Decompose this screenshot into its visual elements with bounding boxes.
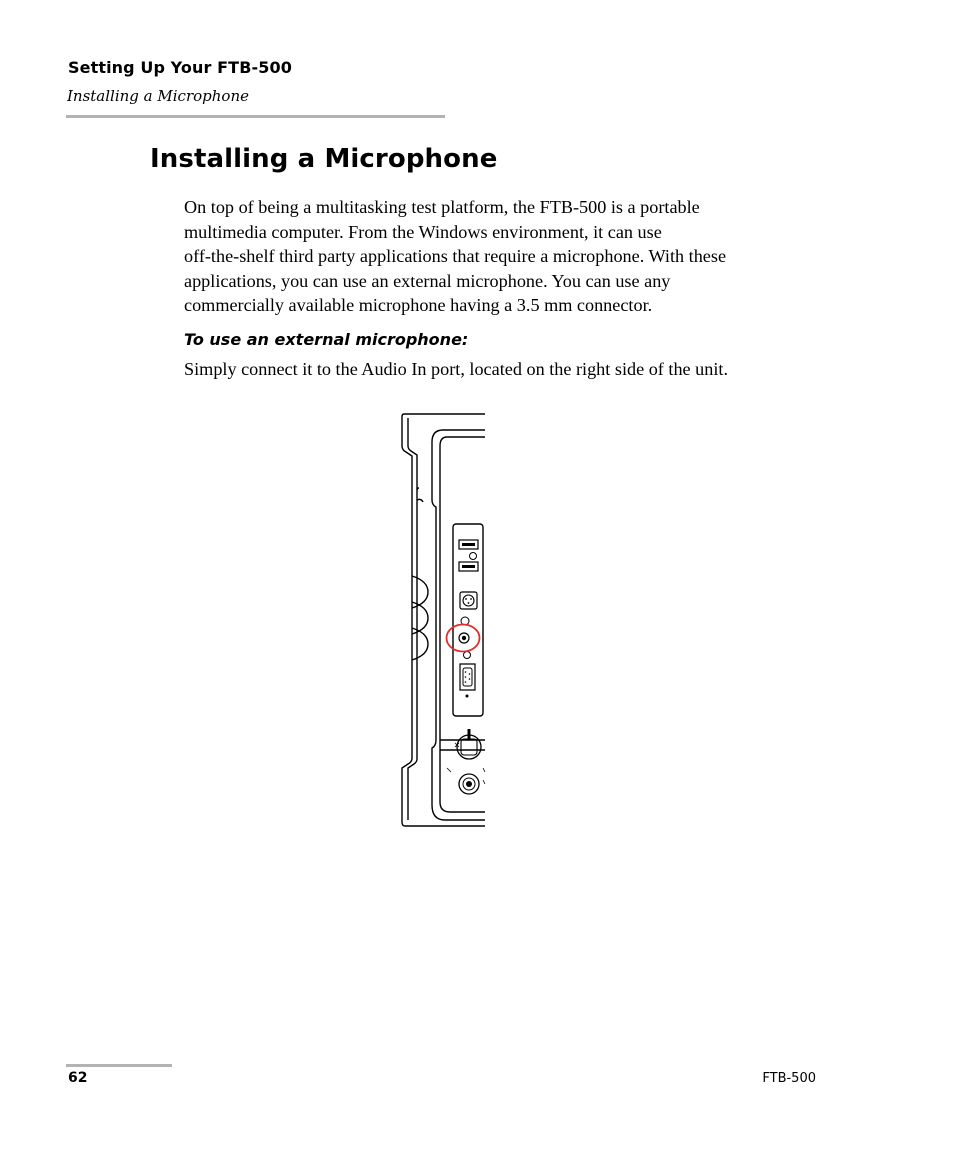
intro-line: multimedia computer. From the Windows environment, it can use — [184, 221, 662, 242]
port-panel — [453, 524, 483, 716]
footer-product-name: FTB-500 — [762, 1071, 816, 1086]
intro-line: On top of being a multitasking test platform, the FTB-500 is a portable — [184, 197, 700, 217]
page-title: Installing a Microphone — [150, 144, 498, 174]
unit-housing-outline — [402, 414, 485, 826]
intro-line: commercially available microphone having a 3.5 mm connector. — [184, 295, 653, 316]
intro-line: off-the-shelf third party applications that require a microphone. With these — [184, 246, 727, 267]
procedure-step: Simply connect it to the Audio In port, located on the right side of the unit. — [184, 359, 729, 379]
intro-paragraph — [184, 195, 824, 318]
running-head-chapter: Setting Up Your FTB-500 — [68, 58, 292, 77]
procedure-heading: To use an external microphone: — [184, 330, 469, 349]
page-number: 62 — [68, 1070, 88, 1086]
bottom-connectors — [447, 729, 485, 794]
intro-line: applications, you can use an external microphone. You can use any — [184, 270, 671, 291]
running-head-section: Installing a Microphone — [67, 87, 249, 105]
header-rule — [66, 115, 445, 118]
footer-rule — [66, 1064, 172, 1067]
unit-side-illustration — [395, 410, 490, 830]
